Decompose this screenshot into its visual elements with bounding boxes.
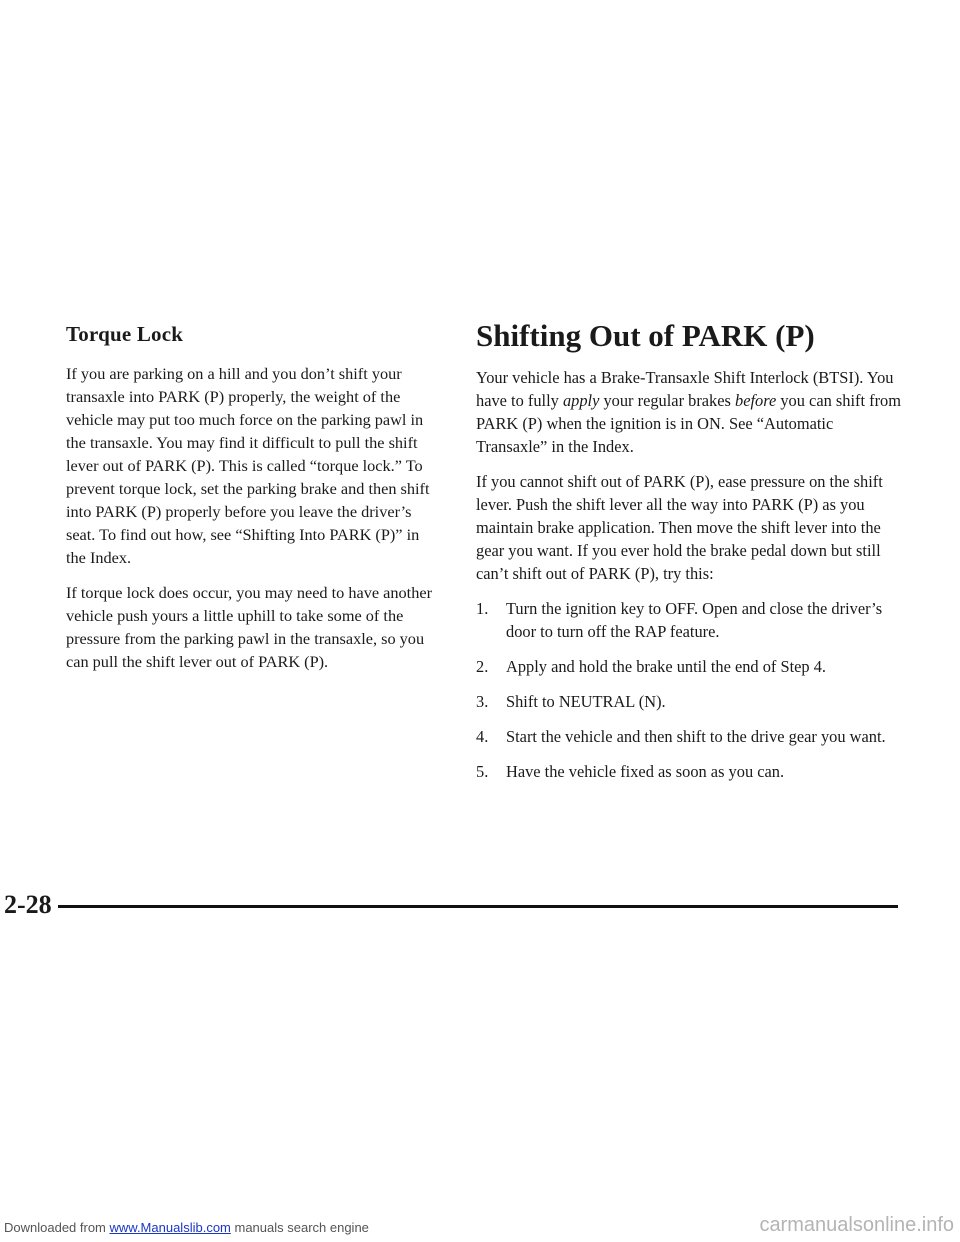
step-text: Have the vehicle fixed as soon as you can. xyxy=(506,762,785,781)
download-bar xyxy=(0,1192,960,1242)
step-text: Turn the ignition key to OFF. Open and close the driver’s door to turn off the RAP feature. xyxy=(506,599,883,641)
torque-lock-paragraph-1: If you are parking on a hill and you don’t shift your transaxle into PARK (P) properly, the weight of the vehicle may put too much force on the parking pawl in the transaxle. You may find it difficult to pull the shift lever out of PARK (P). This is called “torque lock.” To prevent torque lock, set the parking brake and then shift into PARK (P) properly before you leave the driver’s seat. To find out how, see “Shifting Into PARK (P)” in the Index. xyxy=(66,364,430,567)
download-notice xyxy=(4,1220,369,1235)
cannot-shift-paragraph: If you cannot shift out of PARK (P), ease pressure on the shift lever. Push the shift lever all the way into PARK (P) as you maintain brake application. Then move the shift lever into the gear you want. If you ever hold the brake pedal down but still can’t shift out of PARK (P), try this: xyxy=(476,472,883,583)
torque-lock-heading: Torque Lock xyxy=(66,322,184,346)
list-item xyxy=(476,725,906,748)
step-number: 5. xyxy=(476,762,489,781)
download-suffix: manuals search engine xyxy=(230,1220,369,1235)
btsi-text-b: your regular brakes xyxy=(599,391,735,410)
step-text: Apply and hold the brake until the end of Step 4. xyxy=(506,657,827,676)
before-emphasis: before xyxy=(735,391,777,410)
page-footer xyxy=(0,888,960,928)
btsi-paragraph xyxy=(476,366,906,458)
steps-list xyxy=(476,597,906,783)
manualslib-link[interactable]: www.Manualslib.com xyxy=(109,1220,231,1235)
page-number: 2-28 xyxy=(4,890,52,919)
step-number: 1. xyxy=(476,599,489,618)
list-item xyxy=(476,760,906,783)
step-number: 3. xyxy=(476,692,489,711)
step-text: Shift to NEUTRAL (N). xyxy=(506,692,666,711)
list-item xyxy=(476,690,906,713)
shifting-out-section xyxy=(476,320,906,795)
step-number: 2. xyxy=(476,657,489,676)
apply-emphasis: apply xyxy=(562,391,600,410)
shifting-out-heading: Shifting Out of PARK (P) xyxy=(476,318,815,353)
list-item xyxy=(476,597,906,643)
download-prefix: Downloaded from xyxy=(4,1220,110,1235)
torque-lock-paragraph-2: If torque lock does occur, you may need to have another vehicle push yours a little uphill to take some of the pressure from the parking pawl in the transaxle, so you can pull the shift lever out of PARK (P). xyxy=(66,583,432,671)
btsi-text-a: Your vehicle has a Brake-Transaxle Shift Interlock (BTSI). You have to fully xyxy=(476,368,894,410)
list-item xyxy=(476,655,906,678)
footer-rule xyxy=(58,905,898,908)
btsi-text-c: you can shift from PARK (P) when the ignition is in ON. See “Automatic Transaxle” in the Index. xyxy=(476,391,901,456)
watermark-text: carmanualsonline.info xyxy=(759,1214,954,1236)
torque-lock-section xyxy=(66,320,438,685)
step-number: 4. xyxy=(476,727,489,746)
step-text: Start the vehicle and then shift to the drive gear you want. xyxy=(506,727,886,746)
